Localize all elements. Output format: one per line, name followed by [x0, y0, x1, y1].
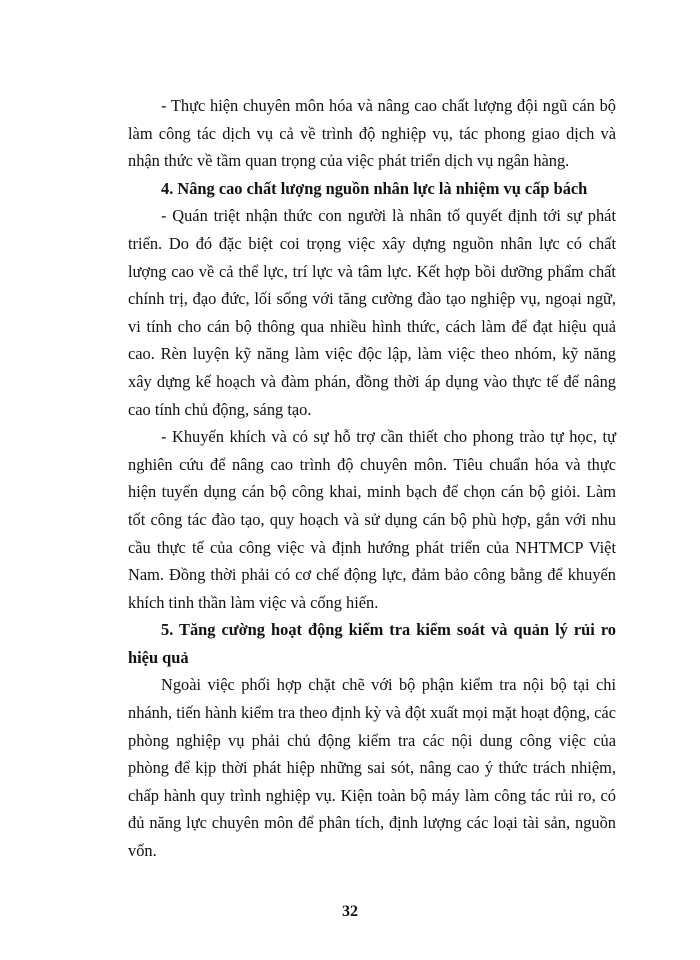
- paragraph-risk-control: Ngoài việc phối hợp chặt chẽ với bộ phận kiểm tra nội bộ tại chi nhánh, tiến hành kiểm tra theo định kỳ và đột xuất mọi mặt hoạt động, các phòng nghiệp vụ phải chủ động kiểm tra các nội dung công việc của phòng để kịp thời phát hiệp những sai sót, nâng cao ý thức trách nhiệm, chấp hành quy trình nghiệp vụ. Kiện toàn bộ máy làm công tác rủi ro, có đủ năng lực chuyên môn để phân tích, định lượng các loại tài sản, nguồn vốn.: [128, 675, 616, 861]
- section-heading-4: 4. Nâng cao chất lượng nguồn nhân lực là nhiệm vụ cấp bách: [161, 178, 588, 198]
- document-body: [128, 92, 616, 865]
- paragraph-staff-specialization: - Thực hiện chuyên môn hóa và nâng cao chất lượng đội ngũ cán bộ làm công tác dịch vụ cả về trình độ nghiệp vụ, tác phong giao dịch và nhận thức về tầm quan trọng của việc phát triển dịch vụ ngân hàng.: [128, 96, 616, 171]
- section-heading-5: 5. Tăng cường hoạt động kiểm tra kiểm soát và quản lý rủi ro hiệu quả: [128, 620, 616, 667]
- page-number: 32: [342, 903, 358, 920]
- paragraph-self-study: - Khuyến khích và có sự hỗ trợ cần thiết cho phong trào tự học, tự nghiên cứu để nâng cao trình độ chuyên môn. Tiêu chuẩn hóa và thực hiện tuyển dụng cán bộ công khai, minh bạch để chọn cán bộ giỏi. Làm tốt công tác đào tạo, quy hoạch và sử dụng cán bộ phù hợp, gắn với nhu cầu thực tế của công việc và định hướng phát triển của NHTMCP Việt Nam. Đồng thời phải có cơ chế động lực, đảm bảo công bằng để khuyến khích tinh thần làm việc và cống hiến.: [128, 427, 616, 612]
- paragraph-human-resources: - Quán triệt nhận thức con người là nhân tố quyết định tới sự phát triển. Do đó đặc biệt coi trọng việc xây dựng nguồn nhân lực có chất lượng cao về cả thể lực, trí lực và tâm lực. Kết hợp bồi dưỡng phẩm chất chính trị, đạo đức, lối sống với tăng cường đào tạo nghiệp vụ, ngoại ngữ, vi tính cho cán bộ thông qua nhiều hình thức, cách làm để đạt hiệu quả cao. Rèn luyện kỹ năng làm việc độc lập, làm việc theo nhóm, kỹ năng xây dựng kế hoạch và đàm phán, đồng thời áp dụng vào thực tế để nâng cao tính chủ động, sáng tạo.: [128, 206, 616, 419]
